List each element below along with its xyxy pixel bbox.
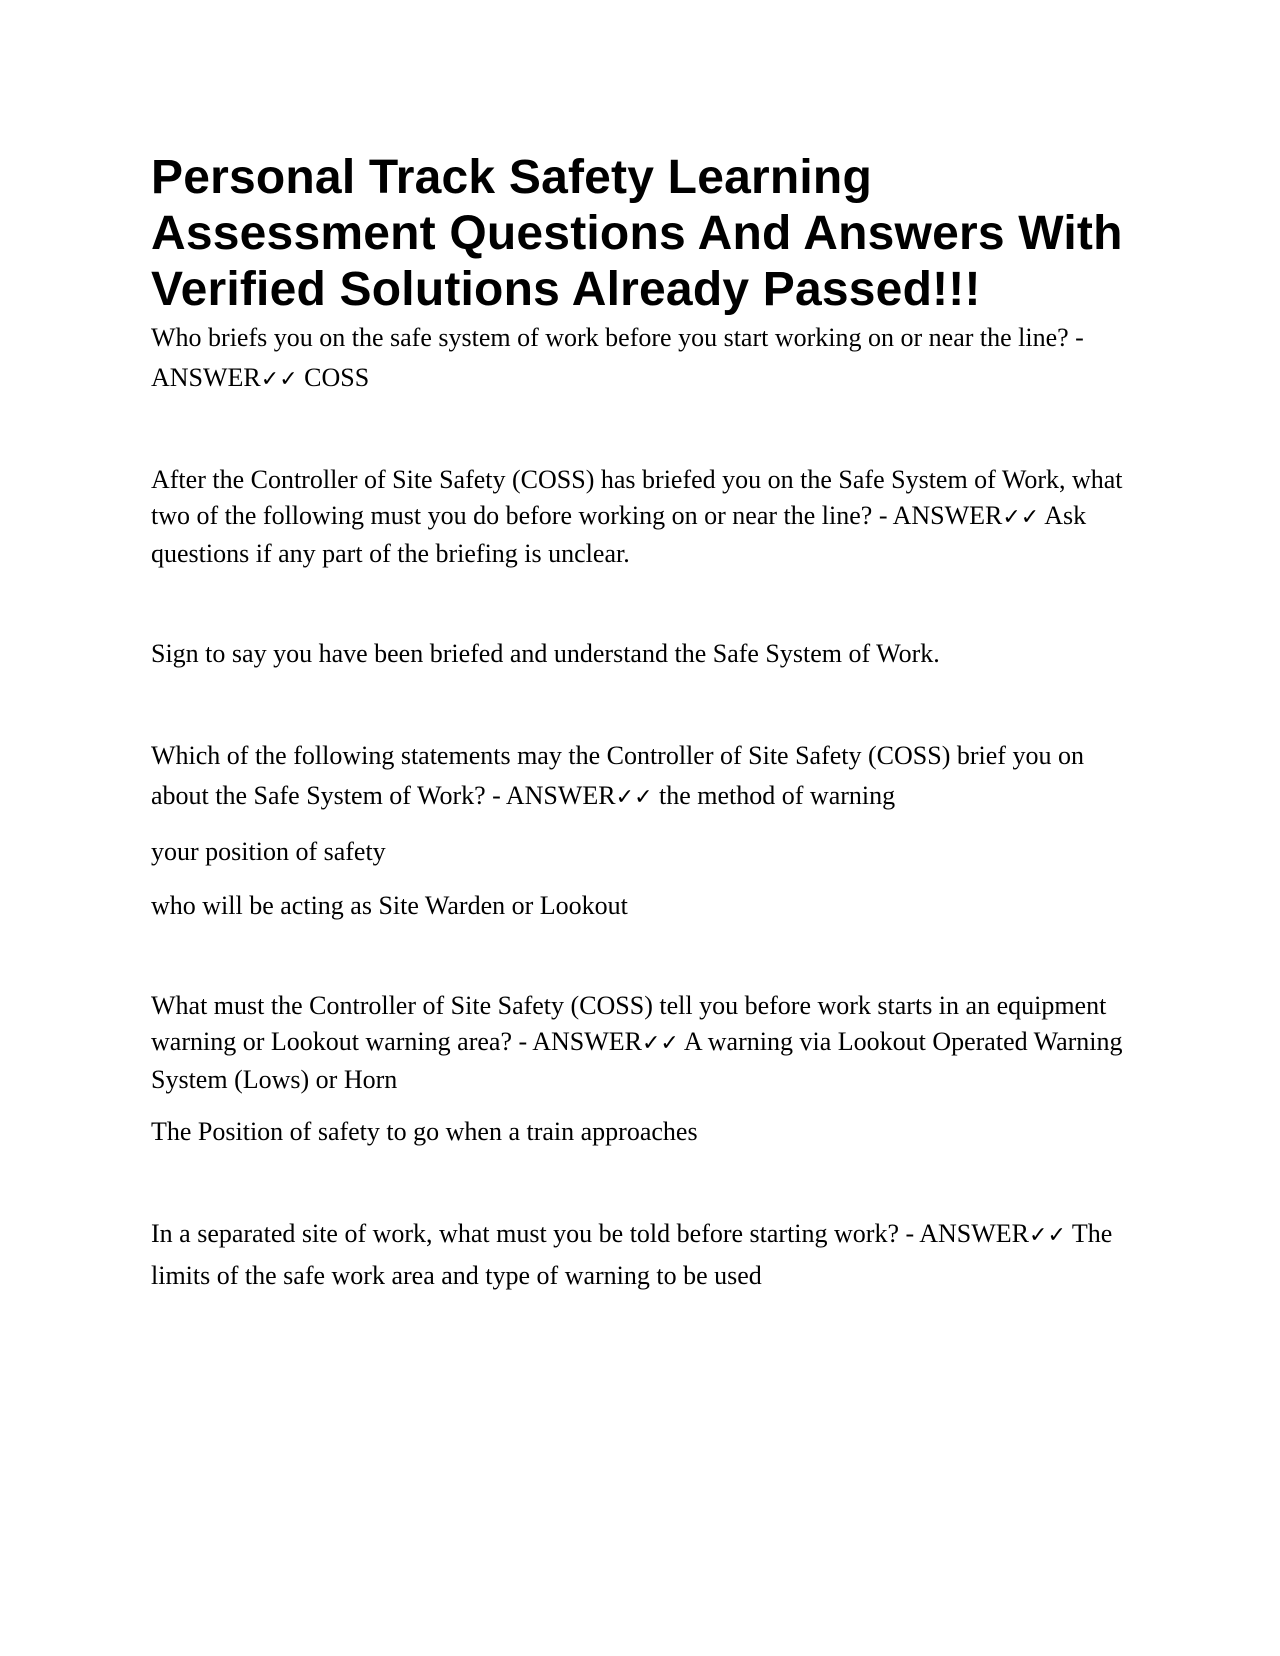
question-1: [151, 318, 1131, 400]
answer-continuation: The Position of safety to go when a train approaches: [151, 1117, 698, 1146]
question-2-answer: Ask questions if any part of the briefing is unclear.: [151, 501, 1087, 568]
question-4-text: What must the Controller of Site Safety (COSS) tell you before work starts in an equipment warning or Lookout warning area? -: [151, 991, 1107, 1056]
answer-label: ANSWER: [919, 1219, 1030, 1248]
question-1-answer: COSS: [297, 363, 370, 392]
question-3: [151, 736, 1131, 818]
question-4: [151, 988, 1131, 1098]
question-1-text: Who briefs you on the safe system of work before you start working on or near the line? -: [151, 323, 1084, 352]
answer-label: ANSWER: [505, 781, 616, 810]
answer-continuation: who will be acting as Site Warden or Lookout: [151, 891, 628, 920]
question-2-text: After the Controller of Site Safety (COSS) has briefed you on the Safe System of Work, what two of the following must you do before working on or near the line? -: [151, 465, 1123, 530]
answer-label: ANSWER: [151, 363, 261, 392]
double-check-icon: ✓✓: [615, 785, 653, 810]
answer-label: ANSWER: [532, 1027, 642, 1056]
question-5-text: In a separated site of work, what must you be told before starting work? -: [151, 1219, 920, 1248]
question-2: [151, 462, 1131, 572]
document-page: [151, 150, 1131, 1296]
answer-continuation: your position of safety: [151, 837, 386, 866]
question-4-answer: A warning via Lookout Operated Warning System (Lows) or Horn: [151, 1027, 1123, 1094]
double-check-icon: ✓✓: [260, 367, 298, 392]
document-title: Personal Track Safety Learning Assessment Questions And Answers With Verified Solutions Already Passed!!!: [151, 151, 1123, 316]
answer-label: ANSWER: [892, 501, 1003, 530]
double-check-icon: ✓✓: [641, 1031, 679, 1056]
double-check-icon: ✓✓: [1002, 505, 1040, 530]
question-3-answer: the method of warning: [652, 781, 896, 810]
answer-continuation: Sign to say you have been briefed and understand the Safe System of Work.: [151, 639, 940, 668]
question-5: [151, 1214, 1131, 1296]
double-check-icon: ✓✓: [1029, 1223, 1066, 1248]
question-3-text: Which of the following statements may the Controller of Site Safety (COSS) brief you on about the Safe System of Work? -: [151, 741, 1084, 810]
question-5-answer: The limits of the safe work area and type of warning to be used: [151, 1219, 1113, 1290]
